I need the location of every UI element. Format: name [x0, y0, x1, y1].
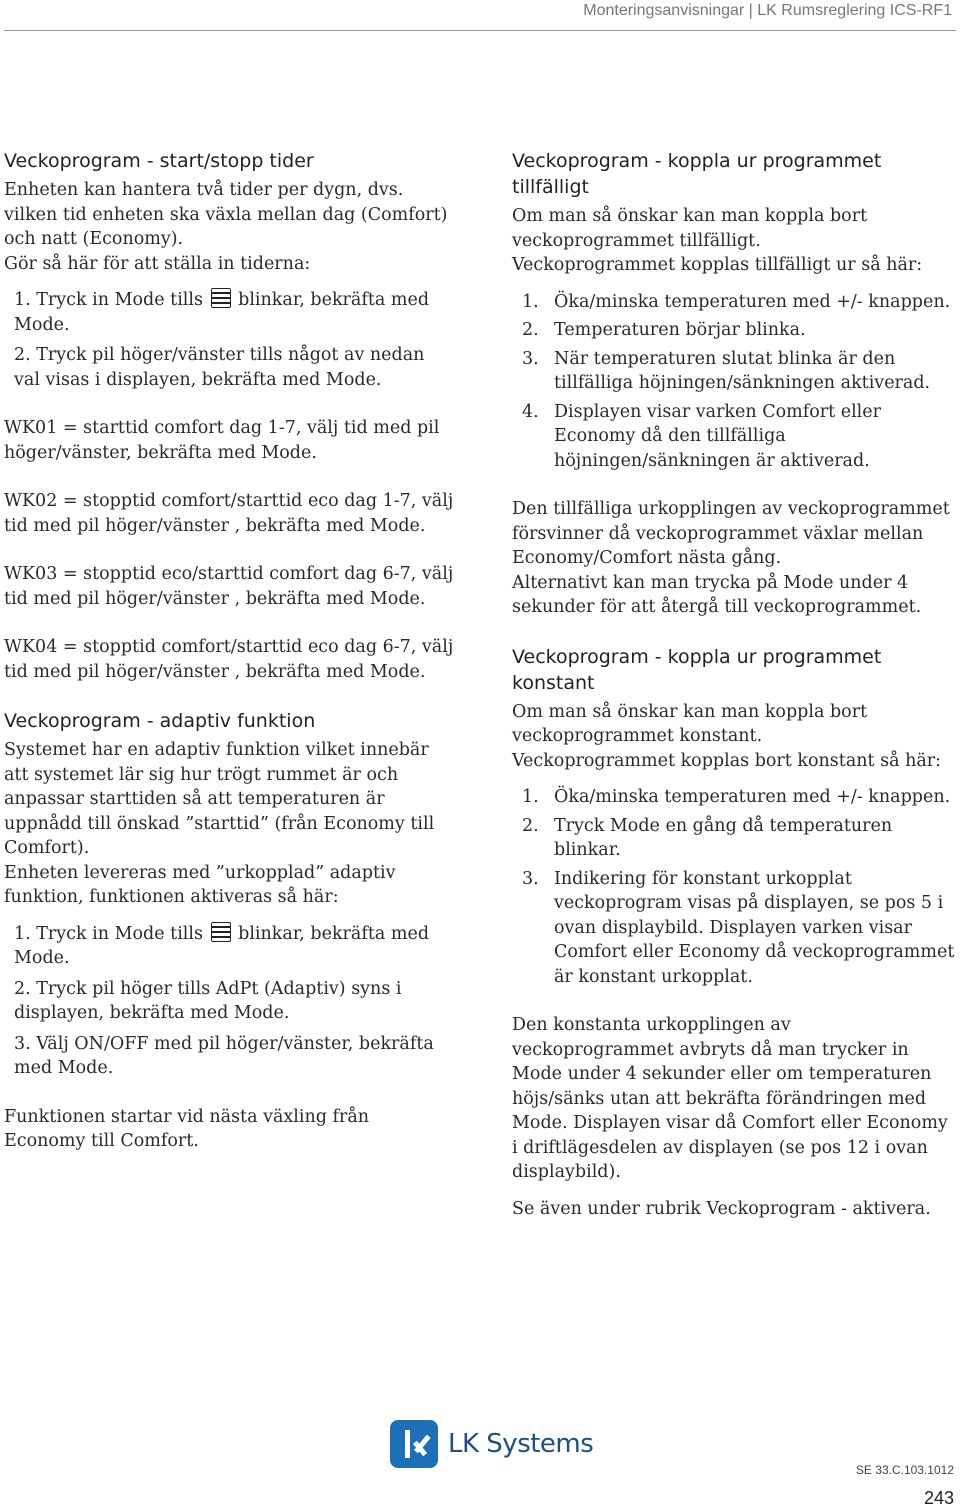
paragraph: Funktionen startar vid nästa växling från Economy till Comfort.	[4, 1106, 370, 1151]
list-item: 3. Indikering för konstant urkopplat veckoprogram visas på displayen, se pos 5 i ovan displaybild. Displayen varken visar Comfort eller Economy då veckoprogrammet är konstant urkopplat.	[522, 868, 955, 987]
page-header: Monteringsanvisningar | LK Rumsreglering ICS-RF1	[583, 2, 952, 19]
right-column	[512, 148, 956, 1221]
brand-logo	[390, 1420, 593, 1468]
paragraph: Systemet har en adaptiv funktion vilket innebär att systemet lär sig hur trögt rummet är och anpassar starttiden så att temperaturen är uppnådd till önskad ”starttid” (från Economy till Comfort).	[4, 740, 435, 858]
paragraph: Enheten kan hantera två tider per dygn, dvs. vilken tid enheten ska växla mellan dag (Comfort) och natt (Economy).	[4, 180, 448, 249]
paragraph: Enheten levereras med ”urkopplad” adaptiv funktion, funktionen aktiveras så här:	[4, 862, 396, 907]
instruction-list	[4, 288, 454, 392]
page-number: 243	[923, 1488, 954, 1508]
wk03-text: WK03 = stopptid eco/starttid comfort dag 6-7, välj tid med pil höger/vänster , bekräfta med Mode.	[4, 564, 454, 609]
list-item: 1. Öka/minska temperaturen med +/- knappen.	[522, 787, 951, 807]
section-title-temporary: Veckoprogram - koppla ur programmet tillfälligt	[512, 150, 882, 198]
list-item: 2. Tryck Mode en gång då temperaturen blinkar.	[522, 815, 893, 860]
left-column	[4, 148, 454, 1154]
instruction-list	[4, 922, 454, 1081]
list-item: 1. Tryck in Mode tills blinkar, bekräfta med Mode.	[14, 923, 430, 968]
lk-logo-icon	[390, 1420, 438, 1468]
section-title-constant: Veckoprogram - koppla ur programmet konstant	[512, 645, 882, 694]
paragraph: Gör så här för att ställa in tiderna:	[4, 253, 311, 274]
list-item: 2. Tryck pil höger tills AdPt (Adaptiv) syns i displayen, bekräfta med Mode.	[14, 978, 402, 1023]
instruction-list	[512, 785, 956, 989]
paragraph: Veckoprogrammet kopplas bort konstant så här:	[512, 750, 942, 771]
list-item: 2. Temperaturen börjar blinka.	[522, 320, 806, 340]
instruction-list	[512, 290, 956, 474]
brand-name: LK Systems	[448, 1429, 594, 1459]
list-item: 3. När temperaturen slutat blinka är den tillfälliga höjningen/sänkningen aktiverad.	[522, 348, 931, 393]
list-display-icon	[211, 288, 231, 308]
list-item: 4. Displayen visar varken Comfort eller Economy då den tillfälliga höjningen/sänkningen är aktiverad.	[522, 401, 881, 471]
section-title-adaptive: Veckoprogram - adaptiv funktion	[4, 710, 316, 732]
list-item: 1. Tryck in Mode tills blinkar, bekräfta med Mode.	[14, 290, 430, 335]
header-divider	[4, 30, 956, 31]
list-item: 1. Öka/minska temperaturen med +/- knappen.	[522, 291, 951, 312]
paragraph: Om man så önskar kan man koppla bort veckoprogrammet konstant.	[512, 701, 868, 746]
wk02-text: WK02 = stopptid comfort/starttid eco dag 1-7, välj tid med pil höger/vänster , bekräfta med Mode.	[4, 491, 454, 536]
list-display-icon	[211, 922, 231, 942]
paragraph: Den tillfälliga urkopplingen av veckoprogrammet försvinner då veckoprogrammet växlar mellan Economy/Comfort nästa gång.	[512, 499, 950, 568]
paragraph: Veckoprogrammet kopplas tillfälligt ur så här:	[512, 255, 923, 275]
paragraph: Den konstanta urkopplingen av veckoprogrammet avbryts då man trycker in Mode under 4 sekunder eller om temperaturen höjs/sänks utan att bekräfta förändringen med Mode. Displayen visar då Comfort eller Economy i driftlägesdelen av displayen (se pos 12 i ovan displaybild).	[512, 1015, 948, 1182]
section-title-start-stop: Veckoprogram - start/stopp tider	[4, 150, 314, 172]
wk04-text: WK04 = stopptid comfort/starttid eco dag 6-7, välj tid med pil höger/vänster , bekräfta med Mode.	[4, 637, 454, 682]
list-item: 3. Välj ON/OFF med pil höger/vänster, bekräfta med Mode.	[14, 1033, 434, 1078]
wk01-text: WK01 = starttid comfort dag 1-7, välj tid med pil höger/vänster, bekräfta med Mode.	[4, 418, 440, 463]
list-item: 2. Tryck pil höger/vänster tills något av nedan val visas i displayen, bekräfta med Mode.	[14, 345, 425, 390]
document-code: SE 33.C.103.1012	[855, 1463, 954, 1477]
paragraph: Alternativt kan man trycka på Mode under 4 sekunder för att återgå till veckoprogrammet.	[512, 572, 922, 617]
paragraph: Om man så önskar kan man koppla bort veckoprogrammet tillfälligt.	[512, 206, 868, 251]
paragraph: Se även under rubrik Veckoprogram - aktivera.	[512, 1198, 931, 1219]
